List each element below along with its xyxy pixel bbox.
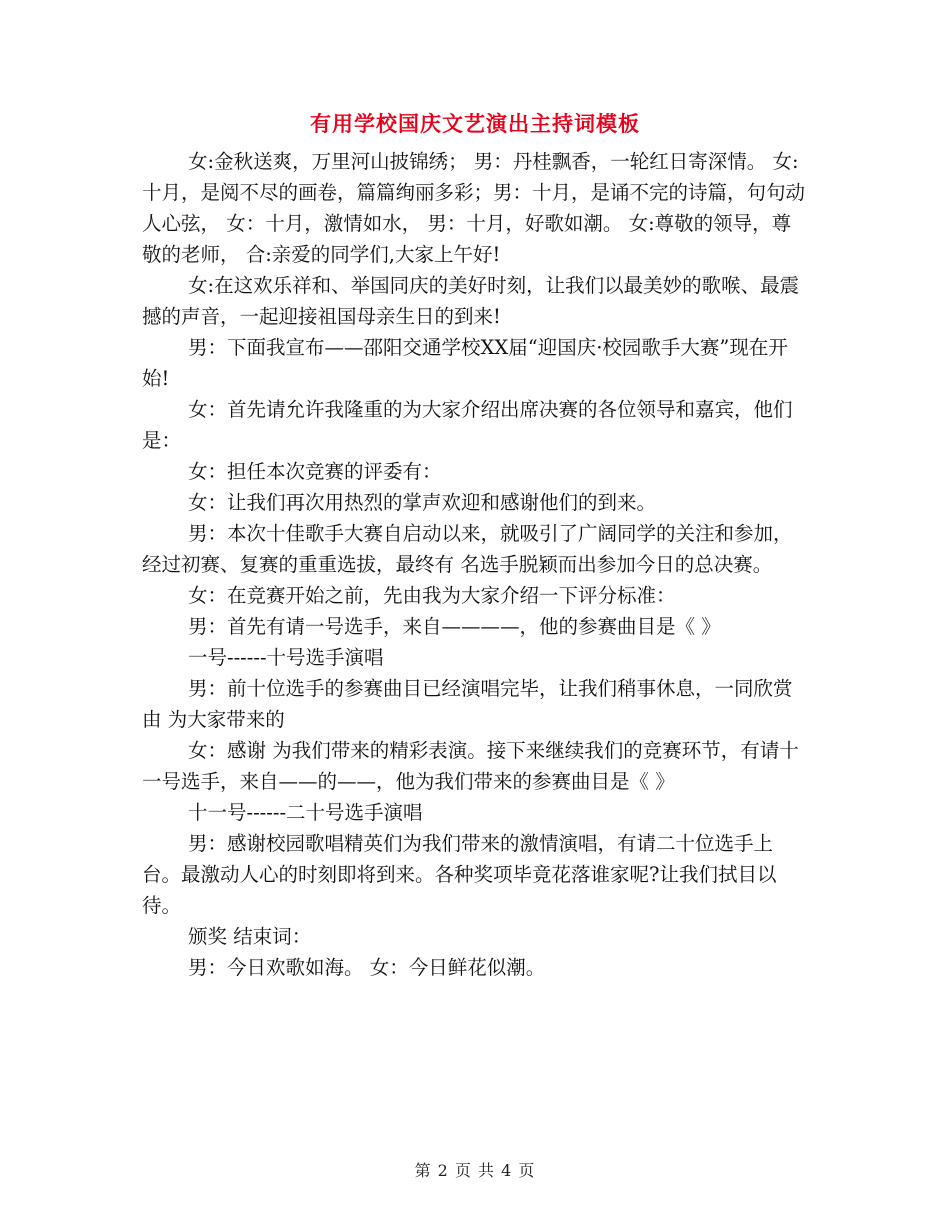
paragraph: 男：前十位选手的参赛曲目已经演唱完毕，让我们稍事休息，一同欣赏由 为大家带来的 xyxy=(142,677,793,731)
page-number-footer: 第 2 页 共 4 页 xyxy=(414,1161,536,1180)
paragraph: 女：让我们再次用热烈的掌声欢迎和感谢他们的到来。 xyxy=(188,491,657,514)
paragraph: 女：在竞赛开始之前，先由我为大家介绍一下评分标准： xyxy=(188,584,676,607)
paragraph: 一号------十号选手演唱 xyxy=(188,646,384,669)
paragraph: 十一号------二十号选手演唱 xyxy=(188,801,423,824)
paragraph: 男：首先有请一号选手，来自————，他的参赛曲目是《 》 xyxy=(188,615,721,638)
paragraph: 男：本次十佳歌手大赛自启动以来，就吸引了广阔同学的关注和参加，经过初赛、复赛的重重选拔，最终有 名选手脱颖而出参加今日的总决赛。 xyxy=(142,522,793,576)
paragraph: 女:在这欢乐祥和、举国同庆的美好时刻，让我们以最美妙的歌喉、最震撼的声音，一起迎接祖国母亲生日的到来! xyxy=(142,274,800,328)
paragraph: 女:金秋送爽，万里河山披锦绣； 男：丹桂飘香，一轮红日寄深情。 女:十月，是阅不尽的画卷，篇篇绚丽多彩；男：十月，是诵不完的诗篇，句句动人心弦， 女：十月，激情如水， 男：十月，好歌如潮。 女:尊敬的领导，尊敬的老师， 合:亲爱的同学们,大家上午好! xyxy=(142,150,806,266)
paragraph: 男：下面我宣布——邵阳交通学校XX届“迎国庆·校园歌手大赛”现在开始! xyxy=(142,336,788,390)
document-body xyxy=(142,146,810,983)
document-title: 有用学校国庆文艺演出主持词模板 xyxy=(310,111,640,136)
paragraph: 男：今日欢歌如海。 女：今日鲜花似潮。 xyxy=(188,956,546,979)
paragraph: 颁奖 结束词： xyxy=(188,925,312,948)
paragraph: 女：首先请允许我隆重的为大家介绍出席决赛的各位领导和嘉宾，他们是： xyxy=(142,398,793,452)
paragraph: 女：担任本次竞赛的评委有： xyxy=(188,460,442,483)
paragraph: 女：感谢 为我们带来的精彩表演。接下来继续我们的竞赛环节，有请十一号选手，来自——的——，他为我们带来的参赛曲目是《 》 xyxy=(142,739,799,793)
paragraph: 男：感谢校园歌唱精英们为我们带来的激情演唱，有请二十位选手上台。最激动人心的时刻即将到来。各种奖项毕竟花落谁家呢?让我们拭目以待。 xyxy=(142,832,777,917)
